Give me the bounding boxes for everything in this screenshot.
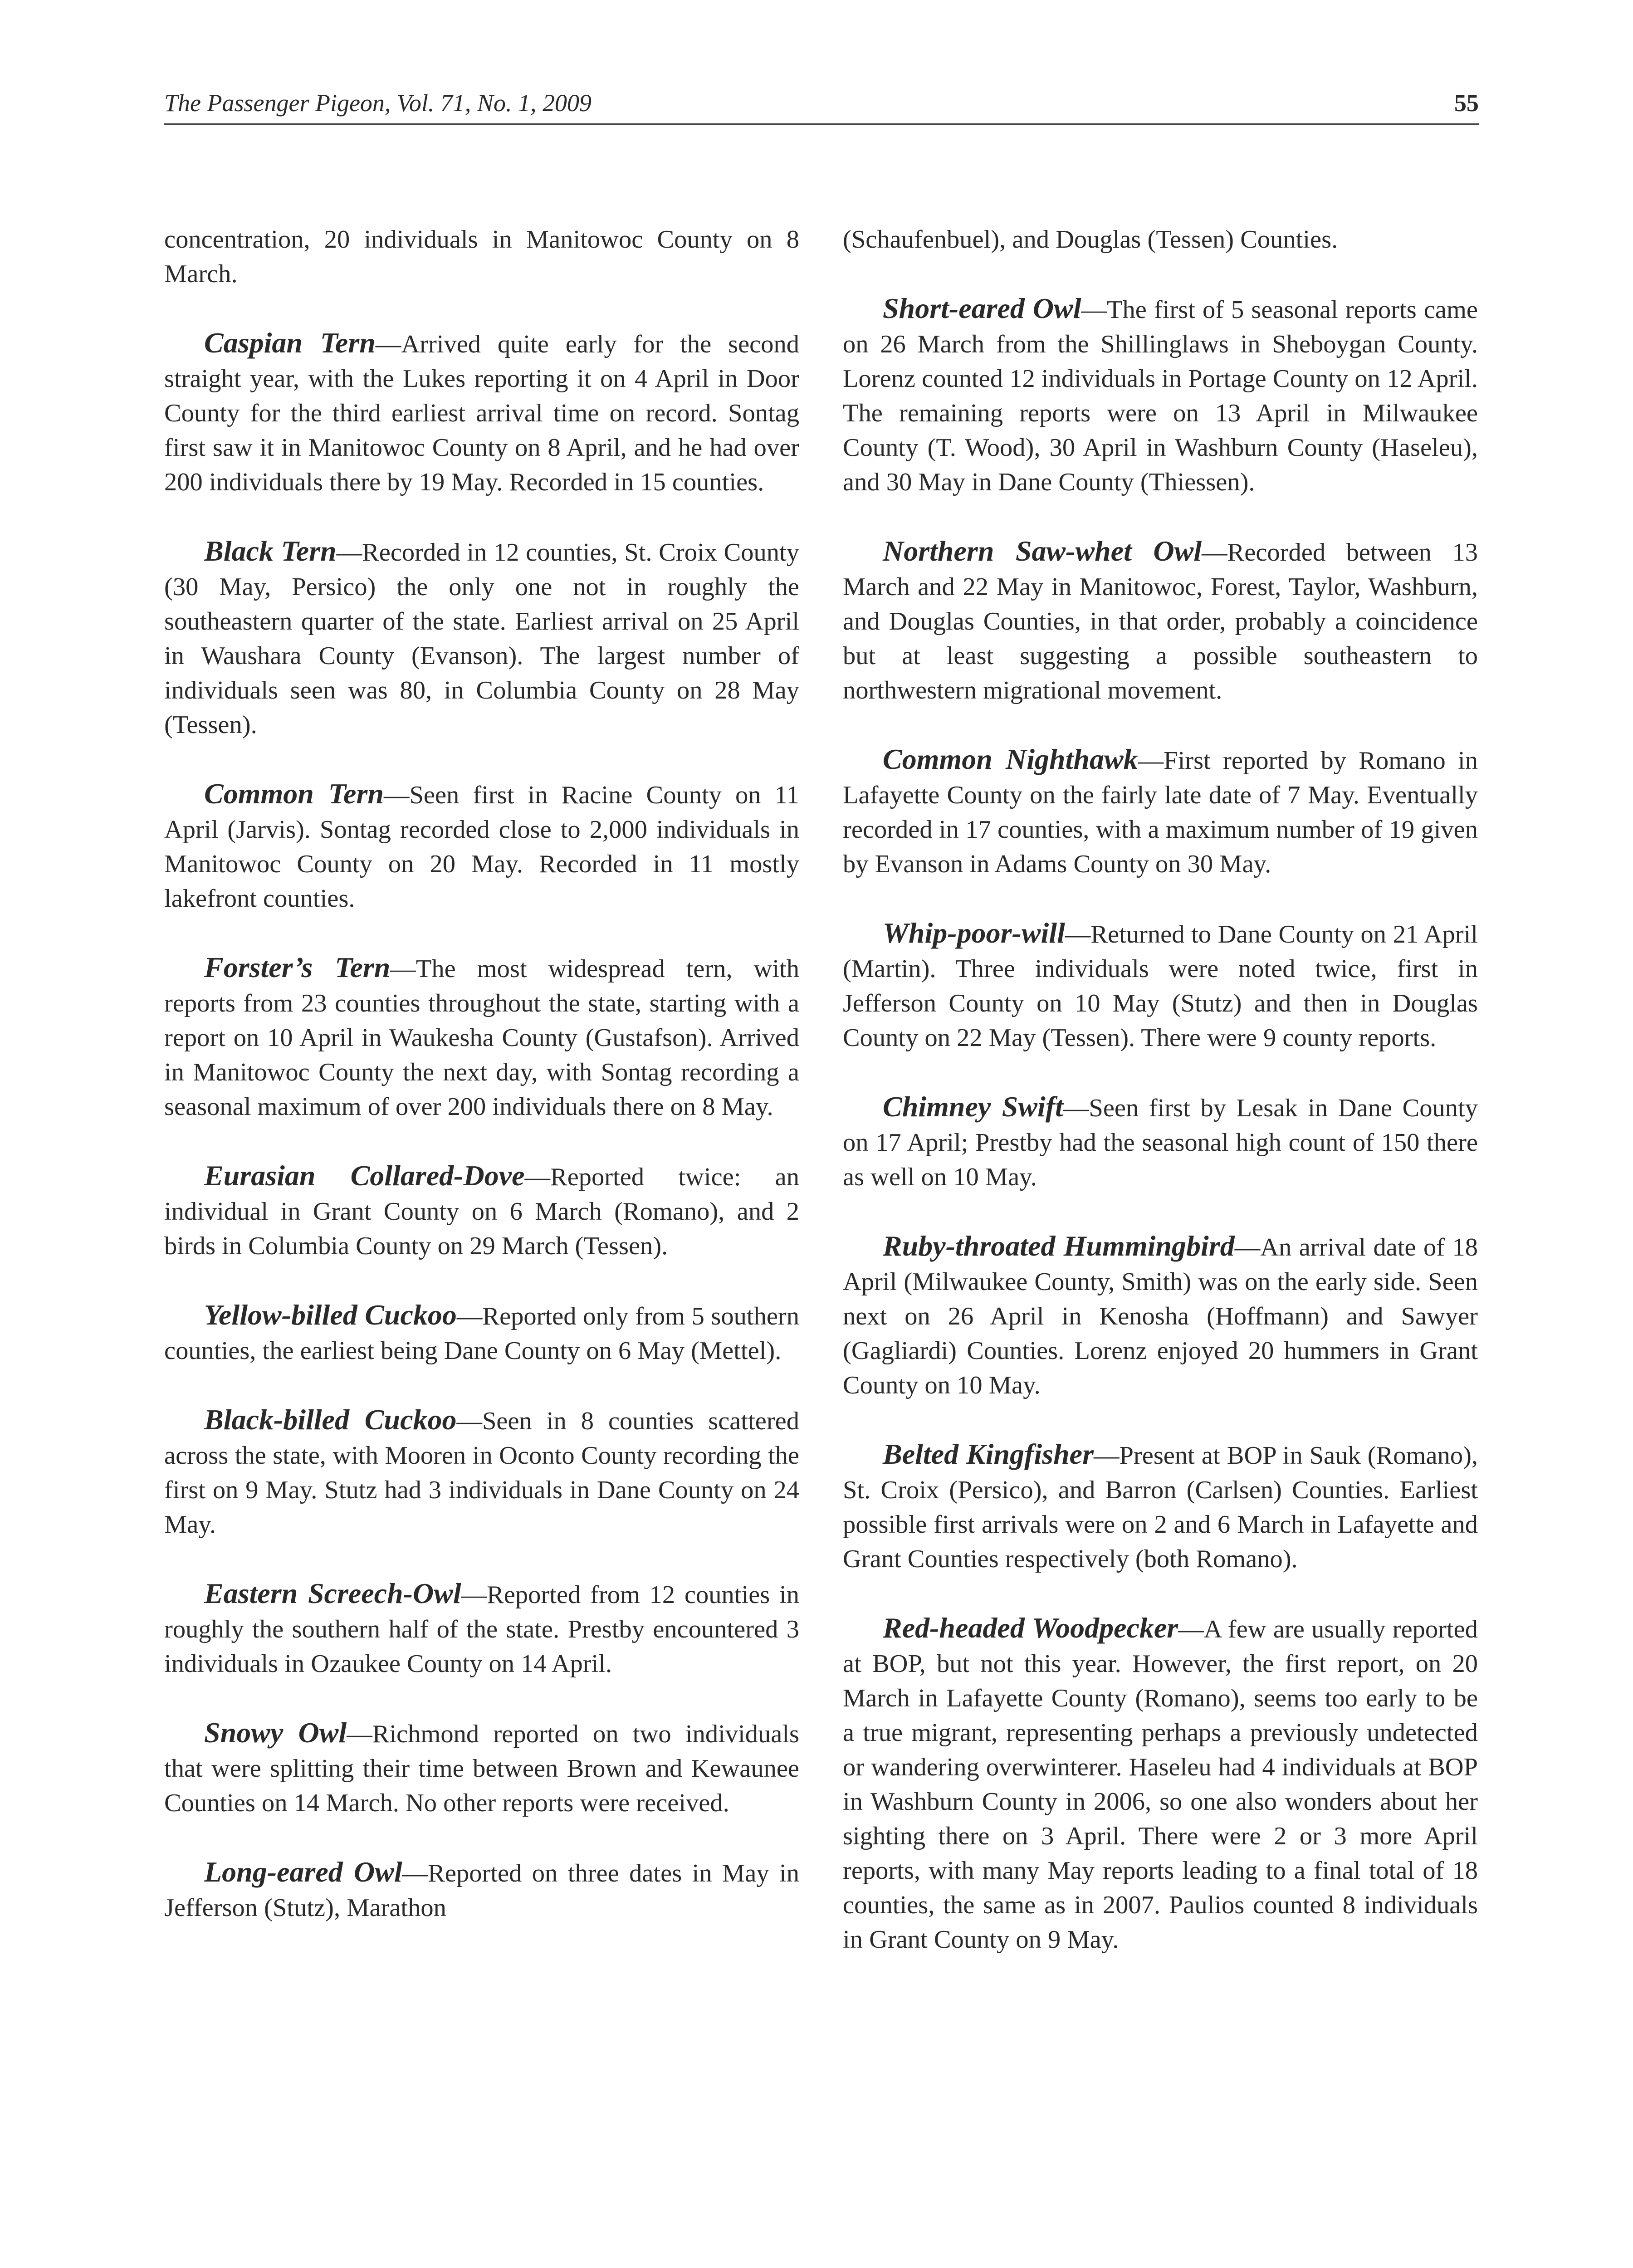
species-name: Red-headed Woodpecker <box>883 1612 1178 1644</box>
species-name: Black Tern <box>204 535 337 567</box>
species-account: —Richmond reported on two individuals that were splitting their time between Brown and Kewaunee Counties on 14 March. No other reports were received. <box>164 1720 800 1817</box>
species-entry <box>843 1611 1478 1957</box>
species-account: —Seen first by Lesak in Dane County on 17 April; Prestby had the seasonal high count of 150 there as well on 10 May. <box>843 1094 1478 1191</box>
species-name: Chimney Swift <box>883 1090 1063 1123</box>
species-name: Black-billed Cuckoo <box>204 1403 457 1436</box>
species-name: Common Tern <box>204 777 384 810</box>
right-column <box>843 222 1478 1991</box>
species-name: Northern Saw-whet Owl <box>883 535 1202 567</box>
species-account: —Recorded in 12 counties, St. Croix County (30 May, Persico) the only one not in roughly the southeastern quarter of the state. Earliest arrival on 25 April in Waushara County (Evanson). The largest number of individuals seen was 80, in Columbia County on 28 May (Tessen). <box>164 538 800 739</box>
species-name: Long-eared Owl <box>204 1856 402 1888</box>
species-entry <box>164 1855 799 1925</box>
species-account: —Returned to Dane County on 21 April (Martin). Three individuals were noted twice, first in Jefferson County on 10 May (Stutz) and then in Douglas County on 22 May (Tessen). There were 9 county reports. <box>843 920 1478 1052</box>
species-entry <box>164 534 799 742</box>
species-account: —Reported only from 5 southern counties, the earliest being Dane County on 6 May (Mettel). <box>164 1302 799 1365</box>
species-account: —Seen first in Racine County on 11 April (Jarvis). Sontag recorded close to 2,000 individuals in Manitowoc County on 20 May. Recorded in 11 mostly lakefront counties. <box>164 781 799 913</box>
species-name: Forster’s Tern <box>204 951 391 983</box>
species-name: Yellow-billed Cuckoo <box>204 1299 457 1331</box>
running-header <box>164 84 1479 125</box>
species-account: —Reported on three dates in May in Jefferson (Stutz), Marathon <box>164 1859 799 1922</box>
species-entry <box>164 1298 799 1368</box>
species-entry <box>164 1576 799 1681</box>
continuation-text: (Schaufenbuel), and Douglas (Tessen) Counties. <box>843 225 1338 254</box>
species-account: —The most widespread tern, with reports from 23 counties throughout the state, starting with a report on 10 April in Waukesha County (Gustafson). Arrived in Manitowoc County the next day, with Sontag recording a seasonal maximum of over 200 individuals there on 8 May. <box>164 955 800 1121</box>
species-name: Ruby-throated Hummingbird <box>883 1230 1235 1262</box>
species-entry <box>843 1437 1478 1576</box>
species-account: —An arrival date of 18 April (Milwaukee County, Smith) was on the early side. Seen next on 26 April in Kenosha (Hoffmann) and Sawyer (Gagliardi) Counties. Lorenz enjoyed 20 hummers in Grant County on 10 May. <box>843 1233 1478 1399</box>
continuation-text: concentration, 20 individuals in Manitowoc County on 8 March. <box>164 225 799 288</box>
journal-citation: The Passenger Pigeon, Vol. 71, No. 1, 2009 <box>164 89 592 117</box>
species-entry <box>843 1229 1478 1403</box>
species-account: —Recorded between 13 March and 22 May in Manitowoc, Forest, Taylor, Washburn, and Douglas Counties, in that order, probably a coincidence but at least suggesting a possible southeastern to northwestern migrational movement. <box>843 538 1478 704</box>
species-entry <box>843 742 1478 881</box>
species-account: —The first of 5 seasonal reports came on 26 March from the Shillinglaws in Sheboygan County. Lorenz counted 12 individuals in Portage County on 12 April. The remaining reports were on 13 April in Milwaukee County (T. Wood), 30 April in Washburn County (Haseleu), and 30 May in Dane County (Thiessen). <box>843 296 1478 496</box>
species-account: —Present at BOP in Sauk (Romano), St. Croix (Persico), and Barron (Carlsen) Counties. Earliest possible first arrivals were on 2 and 6 March in Lafayette and Grant Counties respectively (both Romano). <box>843 1442 1478 1573</box>
species-name: Short-eared Owl <box>883 292 1081 324</box>
species-account: —Reported from 12 counties in roughly the southern half of the state. Prestby encountered 3 individuals in Ozaukee County on 14 April. <box>164 1581 799 1678</box>
left-column <box>164 222 799 1960</box>
species-account: —Seen in 8 counties scattered across the state, with Mooren in Oconto County recording the first on 9 May. Stutz had 3 individuals in Dane County on 24 May. <box>164 1407 799 1539</box>
page-number: 55 <box>1454 89 1479 117</box>
species-entry <box>164 1403 799 1542</box>
species-entry <box>843 534 1478 708</box>
species-name: Caspian Tern <box>204 327 376 359</box>
species-entry <box>164 1716 799 1820</box>
species-entry <box>164 777 799 916</box>
species-account: —Reported twice: an individual in Grant County on 6 March (Romano), and 2 birds in Columbia County on 29 March (Tessen). <box>164 1163 800 1260</box>
species-name: Common Nighthawk <box>883 743 1138 775</box>
species-account: —Arrived quite early for the second straight year, with the Lukes reporting it on 4 April in Door County for the third earliest arrival time on record. Sontag first saw it in Manitowoc County on 8 April, and he had over 200 individuals there by 19 May. Recorded in 15 counties. <box>164 330 799 496</box>
species-account: —First reported by Romano in Lafayette County on the fairly late date of 7 May. Eventually recorded in 17 counties, with a maximum number of 19 given by Evanson in Adams County on 30 May. <box>843 747 1478 878</box>
species-entry <box>843 1090 1478 1194</box>
species-name: Belted Kingfisher <box>883 1438 1094 1470</box>
species-entry <box>843 916 1478 1055</box>
species-name: Eastern Screech-Owl <box>204 1577 461 1609</box>
species-entry <box>164 1158 799 1263</box>
species-account: —A few are usually reported at BOP, but not this year. However, the first report, on 20 March in Lafayette County (Romano), seems too early to be a true migrant, representing perhaps a previously undetected or wandering overwinterer. Haseleu had 4 individuals at BOP in Washburn County in 2006, so one also wonders about her sighting there on 3 April. There were 2 or 3 more April reports, with many May reports leading to a final total of 18 counties, the same as in 2007. Paulios counted 8 individuals in Grant County on 9 May. <box>843 1615 1478 1954</box>
species-entry <box>843 291 1478 499</box>
species-name: Whip-poor-will <box>883 917 1065 949</box>
species-name: Eurasian Collared-Dove <box>204 1159 525 1192</box>
species-entry <box>164 950 799 1124</box>
species-entry <box>164 326 799 499</box>
species-name: Snowy Owl <box>204 1716 347 1749</box>
